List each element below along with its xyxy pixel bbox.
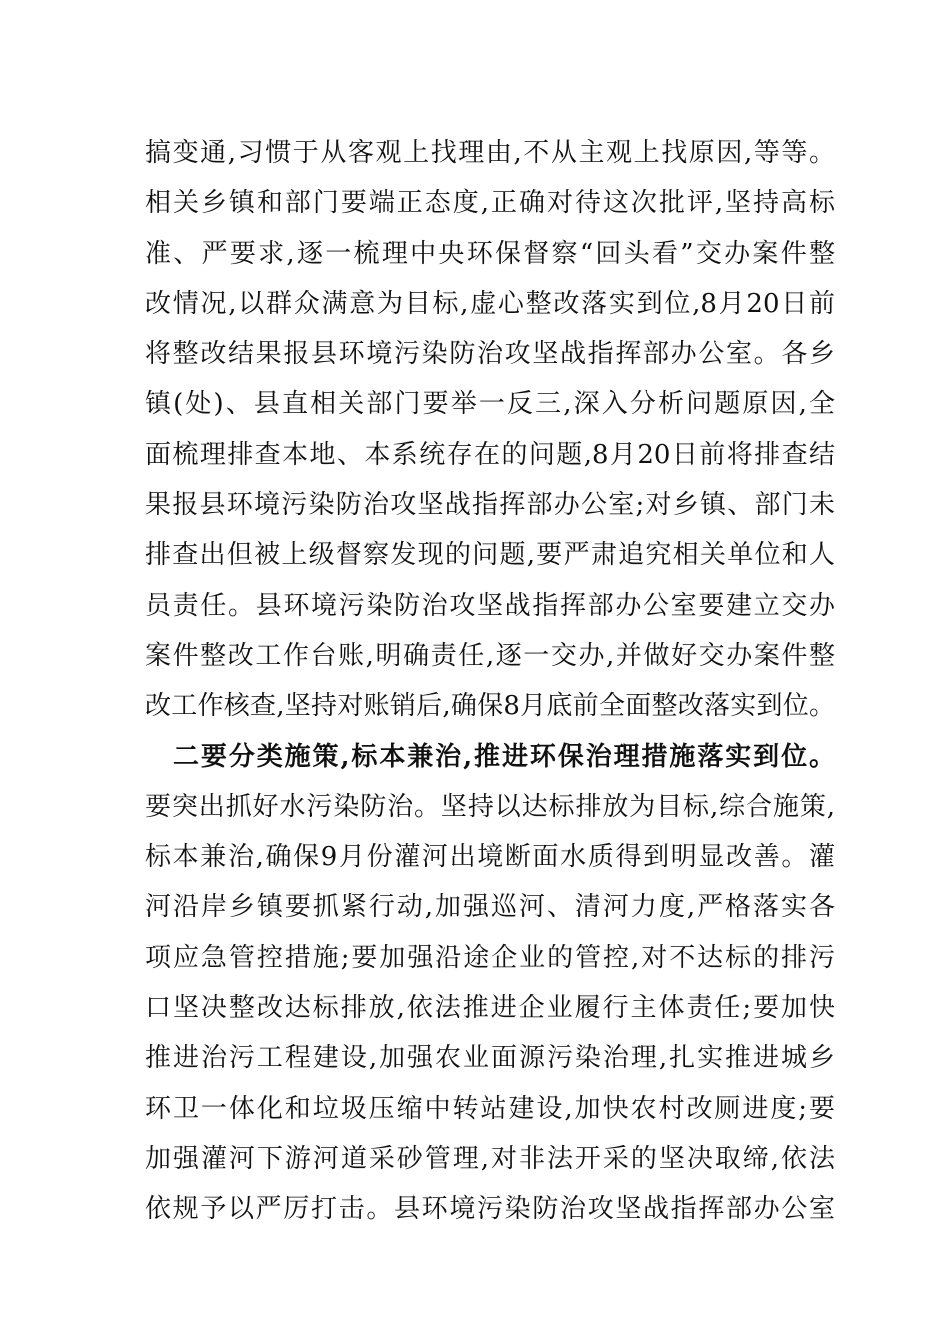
text-line: 准、严要求,逐一梳理中央环保督察“回头看”交办案件整 bbox=[145, 238, 835, 269]
text-line: 搞变通,习惯于从客观上找理由,不从主观上找原因,等等。 bbox=[145, 138, 835, 168]
text-line: 果报县环境污染防治攻坚战指挥部办公室;对乡镇、部门未 bbox=[145, 490, 835, 521]
text-line: 改情况,以群众满意为目标,虚心整改落实到位,8月20日前 bbox=[145, 288, 835, 319]
text-line: 相关乡镇和部门要端正态度,正确对待这次批评,坚持高标 bbox=[145, 188, 835, 219]
text-line: 面梳理排查本地、本系统存在的问题,8月20日前将排查结 bbox=[145, 439, 835, 470]
text-line: 员责任。县环境污染防治攻坚战指挥部办公室要建立交办 bbox=[145, 590, 835, 621]
text-line: 项应急管控措施;要加强沿途企业的管控,对不达标的排污 bbox=[145, 942, 835, 973]
text-line: 排查出但被上级督察发现的问题,要严肃追究相关单位和人 bbox=[145, 540, 835, 571]
text-line: 案件整改工作台账,明确责任,逐一交办,并做好交办案件整 bbox=[145, 640, 835, 671]
text-line: 将整改结果报县环境污染防治攻坚战指挥部办公室。各乡 bbox=[145, 339, 835, 370]
text-line: 河沿岸乡镇要抓紧行动,加强巡河、清河力度,严格落实各 bbox=[145, 892, 835, 923]
text-line: 要突出抓好水污染防治。坚持以达标排放为目标,综合施策, bbox=[145, 791, 835, 822]
text-line: 加强灌河下游河道采砂管理,对非法开采的坚决取缔,依法 bbox=[145, 1143, 835, 1174]
text-line: 依规予以严厉打击。县环境污染防治攻坚战指挥部办公室 bbox=[145, 1194, 835, 1225]
text-line: 改工作核查,坚持对账销后,确保8月底前全面整改落实到位。 bbox=[145, 691, 835, 722]
text-line: 环卫一体化和垃圾压缩中转站建设,加快农村改厕进度;要 bbox=[145, 1093, 835, 1124]
section-heading: 二要分类施策,标本兼治,推进环保治理措施落实到位。 bbox=[173, 741, 835, 772]
body-text bbox=[145, 128, 835, 1235]
text-line: 标本兼治,确保9月份灌河出境断面水质得到明显改善。灌 bbox=[145, 842, 835, 873]
text-line: 口坚决整改达标排放,依法推进企业履行主体责任;要加快 bbox=[145, 993, 835, 1024]
text-line: 镇(处)、县直相关部门要举一反三,深入分析问题原因,全 bbox=[145, 389, 835, 420]
text-line: 推进治污工程建设,加强农业面源污染治理,扎实推进城乡 bbox=[145, 1043, 835, 1074]
